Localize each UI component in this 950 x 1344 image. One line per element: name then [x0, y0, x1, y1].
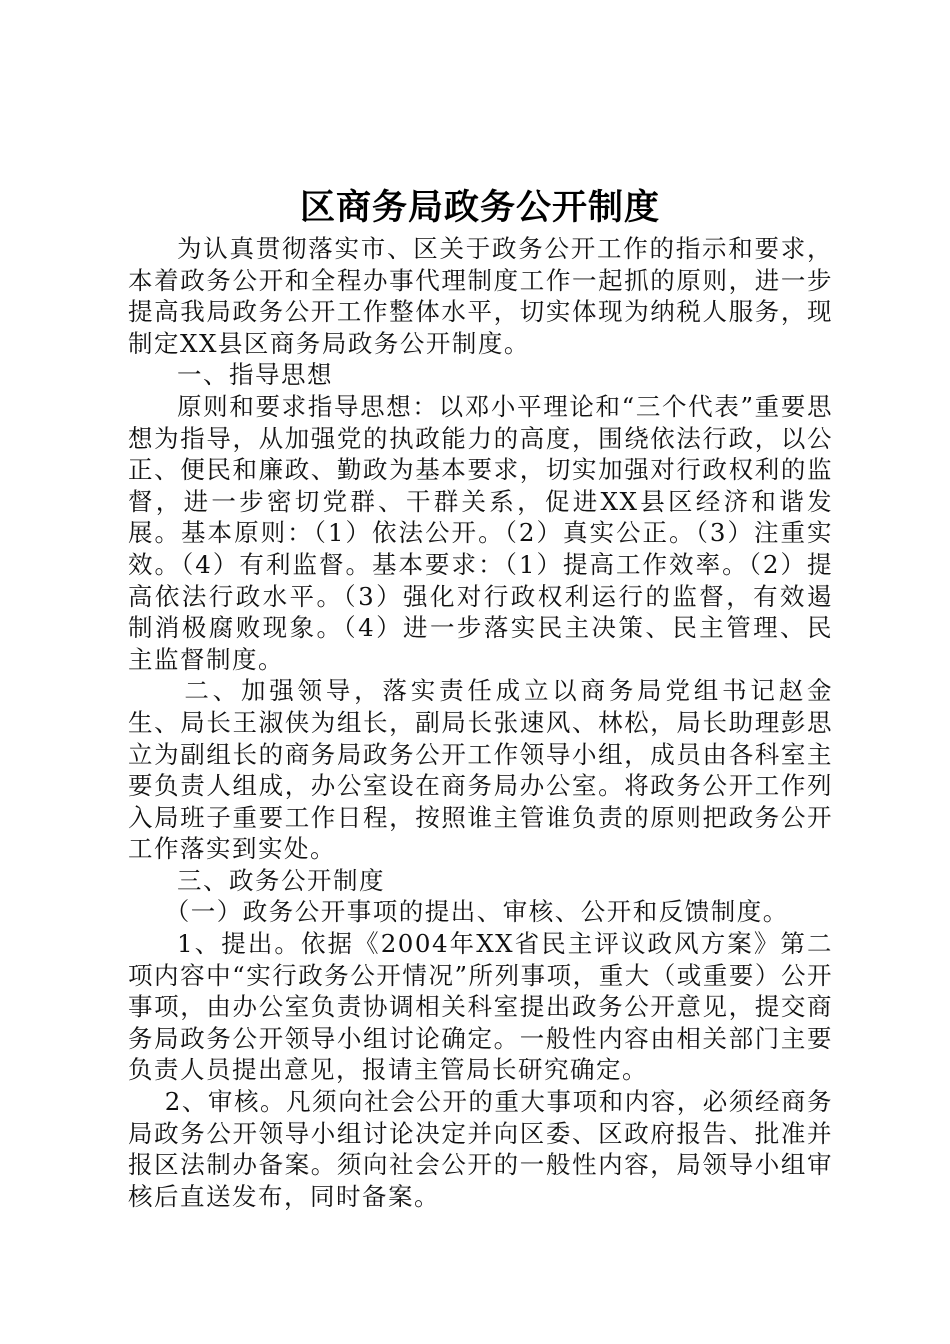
- paragraph-intro: 为认真贯彻落实市、区关于政务公开工作的指示和要求，本着政务公开和全程办事代理制度工作一起抓的原则，进一步提高我局政务公开工作整体水平，切实体现为纳税人服务，现制定XX县区商务局政务公开制度。: [128, 234, 833, 358]
- paragraph-proposal: 1、提出。依据《2004年XX省民主评议政风方案》第二项内容中“实行政务公开情况”所列事项，重大（或重要）公开事项，由办公室负责协调相关科室提出政务公开意见，提交商务局政务公开领导小组讨论确定。一般性内容由相关部门主要负责人员提出意见，报请主管局长研究确定。: [128, 929, 833, 1085]
- paragraph-principles: 原则和要求指导思想：以邓小平理论和“三个代表”重要思想为指导，从加强党的执政能力的高度，围绕依法行政，以公正、便民和廉政、勤政为基本要求，切实加强对行政权利的监督，进一步密切党群、干群关系，促进XX县区经济和谐发展。基本原则：（1）依法公开。（2）真实公正。（3）注重实效。（4）有利监督。基本要求：（1）提高工作效率。（2）提高依法行政水平。（3）强化对行政权利运行的监督，有效遏制消极腐败现象。（4）进一步落实民主决策、民主管理、民主监督制度。: [128, 391, 833, 674]
- paragraph-leadership: 二、加强领导，落实责任成立以商务局党组书记赵金生、局长王淑侠为组长，副局长张速风、林松，局长助理彭思立为副组长的商务局政务公开工作领导小组，成员由各科室主要负责人组成，办公室设在商务局办公室。将政务公开工作列入局班子重要工作日程，按照谁主管谁负责的原则把政务公开工作落实到实处。: [128, 676, 833, 864]
- heading-guiding-thought: 一、指导思想: [177, 360, 333, 390]
- paragraph-review: 2、审核。凡须向社会公开的重大事项和内容，必须经商务局政务公开领导小组讨论决定并向区委、区政府报告、批准并报区法制办备案。须向社会公开的一般性内容，局领导小组审核后直送发布，同时备案。: [128, 1087, 833, 1211]
- document-title: 区商务局政务公开制度: [299, 188, 660, 228]
- heading-disclosure-procedure: （一）政务公开事项的提出、审核、公开和反馈制度。: [164, 897, 789, 927]
- document-body: [128, 233, 833, 1212]
- heading-disclosure-system: 三、政务公开制度: [177, 865, 385, 895]
